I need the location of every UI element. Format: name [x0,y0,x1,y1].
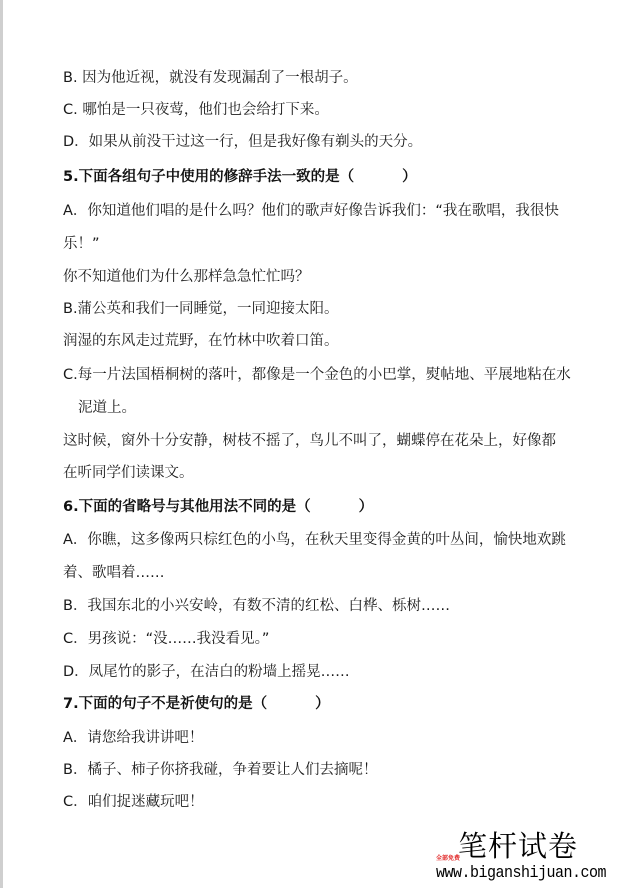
q6-line-a2: 着、歌唱着…… [63,565,165,581]
q6-line-d: D．凤尾竹的影子，在洁白的粉墙上摇晃…… [63,664,350,680]
q6-heading [63,497,373,517]
q4-option-b: B. 因为他近视，就没有发现漏刮了一根胡子。 [63,70,358,86]
page-left-edge [0,0,3,888]
q7-heading-text: 7.下面的句子不是祈使句的是（ [63,696,268,712]
q5-line-c1: C.每一片法国梧桐树的落叶，都像是一个金色的小巴掌，熨帖地、平展地粘在水 [63,367,571,383]
q5-line-c2: 泥道上。 [78,400,136,416]
q7-heading-close: ） [315,696,330,712]
q7-line-a: A．请您给我讲讲吧！ [63,730,204,746]
q4-option-c: C. 哪怕是一只夜莺，他们也会给打下来。 [63,102,329,118]
q5-heading-close: ） [402,169,417,185]
q5-line-a2: 乐！” [63,236,100,252]
q5-heading-text: 5.下面各组句子中使用的修辞手法一致的是（ [63,169,355,185]
q6-heading-close: ） [358,499,374,515]
q5-heading [63,167,417,187]
q6-heading-text: 6.下面的省略号与其他用法不同的是（ [63,499,311,515]
watermark-title: 笔杆试卷 [458,829,579,863]
q6-line-c: C．男孩说：“没……我没看见。” [63,631,270,647]
q5-line-a3: 你不知道他们为什么那样急急忙忙吗？ [63,269,310,285]
q6-line-a1: A．你瞧，这多像两只棕红色的小鸟，在秋天里变得金黄的叶丛间，愉快地欢跳 [63,532,566,548]
q6-line-b: B．我国东北的小兴安岭，有数不清的红松、白桦、栎树…… [63,598,450,614]
q5-line-b1: B.蒲公英和我们一同睡觉，一同迎接太阳。 [63,301,339,317]
q4-option-d: D．如果从前没干过这一行，但是我好像有剃头的天分。 [63,134,423,150]
q5-line-b2: 润湿的东风走过荒野，在竹林中吹着口笛。 [63,333,339,349]
q7-line-c: C．咱们捉迷藏玩吧！ [63,794,204,810]
q5-line-c3: 这时候，窗外十分安静，树枝不摇了，鸟儿不叫了，蝴蝶停在花朵上，好像都 [63,433,556,449]
q5-line-a1: A．你知道他们唱的是什么吗？他们的歌声好像告诉我们：“我在歌唱，我很快 [63,203,559,219]
q7-heading [63,694,330,714]
watermark-logo [436,830,626,886]
watermark-free-label: 全部免费 [436,855,461,862]
watermark-url: www.biganshijuan.com [436,864,607,883]
q5-line-c4: 在听同学们读课文。 [63,465,194,481]
q7-line-b: B．橘子、柿子你挤我碰，争着要让人们去摘呢！ [63,762,378,778]
